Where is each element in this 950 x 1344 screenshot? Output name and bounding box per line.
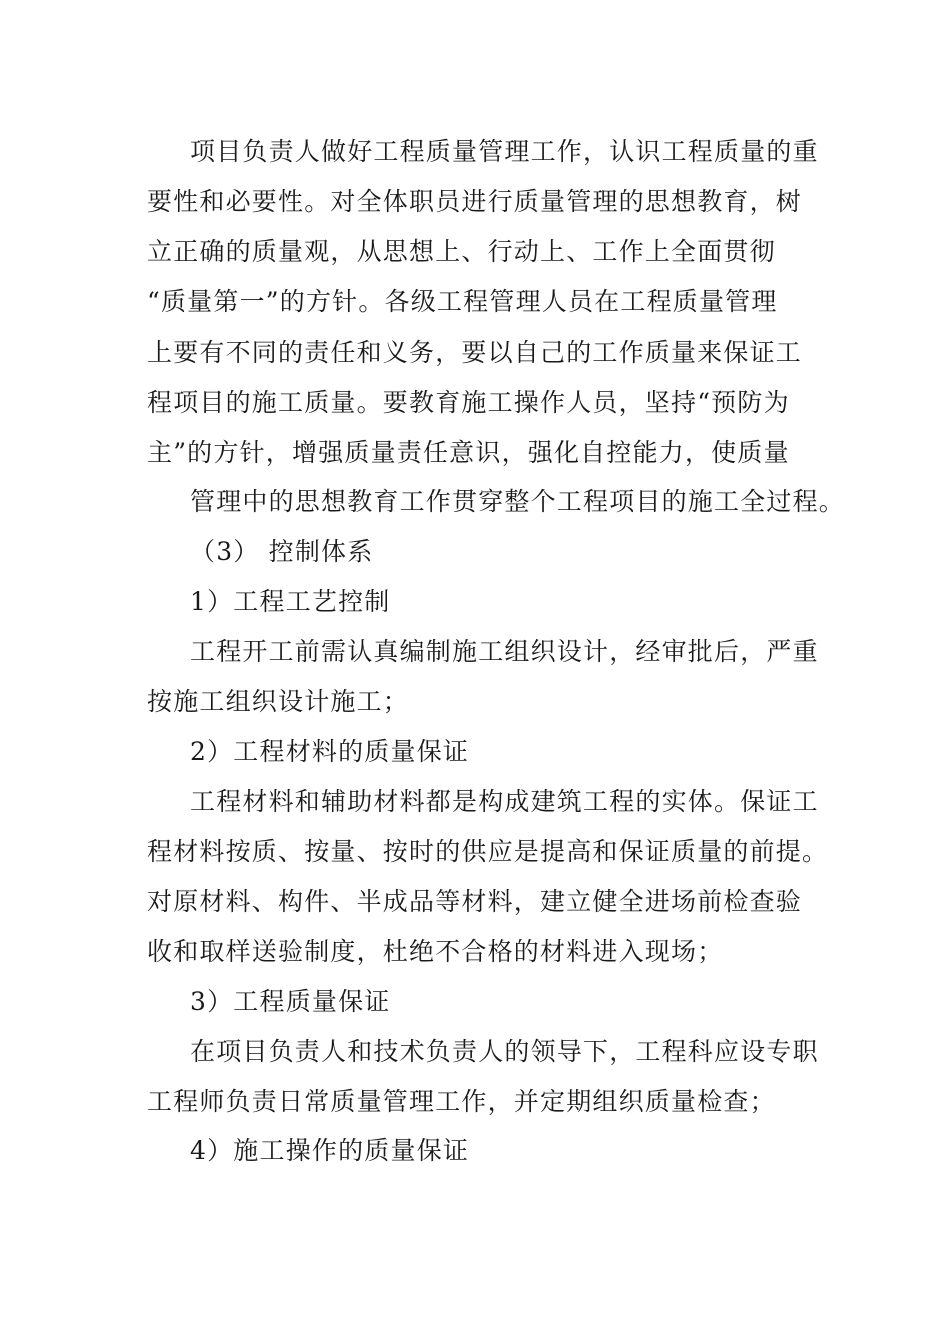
text-line: 在项目负责人和技术负责人的领导下，工程科应设专职	[190, 1037, 819, 1066]
text-line: 程材料按质、按量、按时的供应是提高和保证质量的前提。	[147, 837, 829, 866]
text-line: 管理中的思想教育工作贯穿整个工程项目的施工全过程。	[190, 487, 846, 516]
subsection-heading: 2）工程材料的质量保证	[190, 737, 470, 766]
text-line: 收和取样送验制度，杜绝不合格的材料进入现场；	[147, 937, 724, 966]
text-line: 要性和必要性。对全体职员进行质量管理的思想教育，树	[147, 187, 803, 216]
text-line: 项目负责人做好工程质量管理工作，认识工程质量的重	[190, 137, 819, 166]
text-line: 主”的方针，增强质量责任意识，强化自控能力，使质量	[147, 438, 790, 467]
subsection-heading: 3）工程质量保证	[190, 987, 391, 1016]
subsection-heading: 4）施工操作的质量保证	[190, 1136, 470, 1165]
text-line: 工程师负责日常质量管理工作，并定期组织质量检查；	[147, 1087, 776, 1116]
text-line: “质量第一”的方针。各级工程管理人员在工程质量管理	[147, 287, 778, 316]
text-line: 上要有不同的责任和义务，要以自己的工作质量来保证工	[147, 338, 803, 367]
subsection-heading: 1）工程工艺控制	[190, 587, 391, 616]
text-line: 按施工组织设计施工；	[147, 687, 410, 716]
text-line: 工程开工前需认真编制施工组织设计，经审批后，严重	[190, 637, 819, 666]
text-line: 对原材料、构件、半成品等材料，建立健全进场前检查验	[147, 887, 803, 916]
text-line: 程项目的施工质量。要教育施工操作人员，坚持“预防为	[147, 388, 790, 417]
text-line: 立正确的质量观，从思想上、行动上、工作上全面贯彻	[147, 237, 776, 266]
text-line: 工程材料和辅助材料都是构成建筑工程的实体。保证工	[190, 787, 819, 816]
section-heading: （3） 控制体系	[190, 537, 374, 566]
